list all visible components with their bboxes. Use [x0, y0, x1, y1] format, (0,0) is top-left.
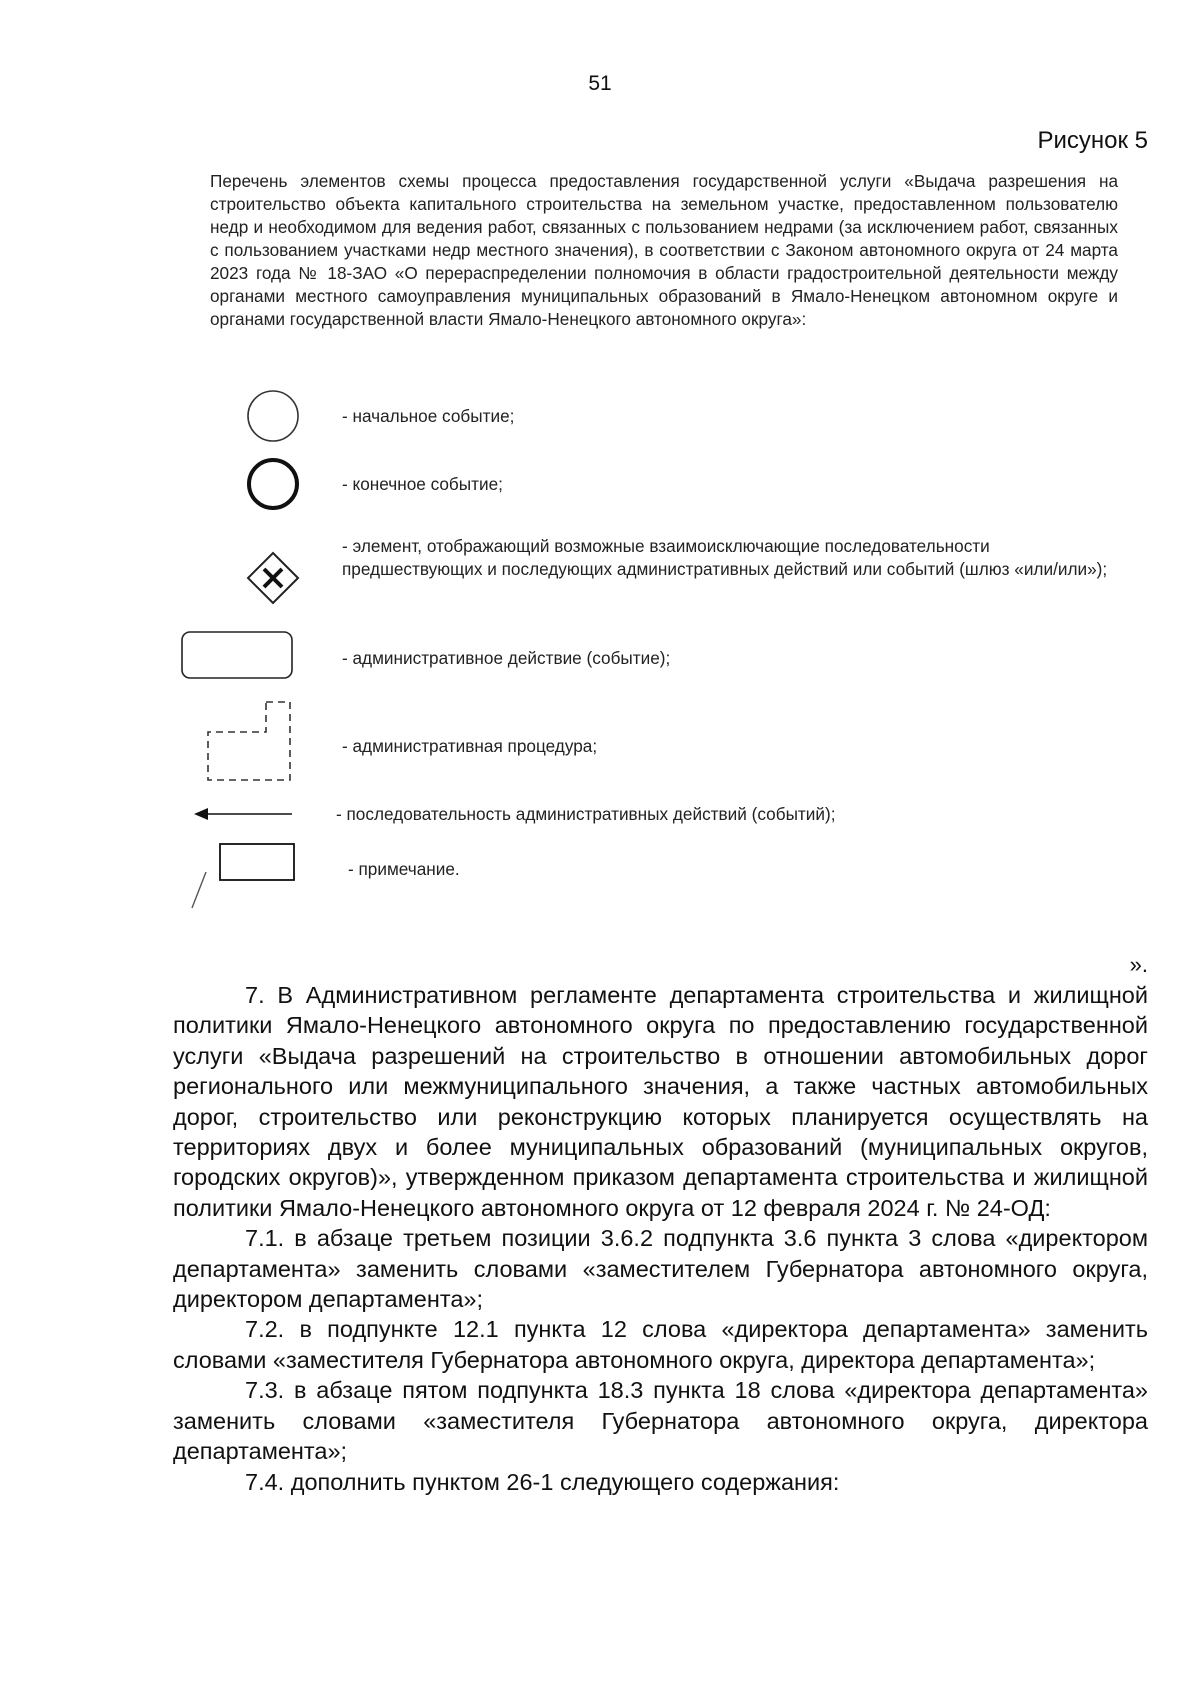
end-event-circle-icon: [245, 456, 301, 512]
paragraph-7: 7. В Административном регламенте департамента строительства и жилищной политики Ямало-Ненецкого автономного округа по предоставлению государственной услуги «Выдача разрешений на строительство в отношении автомобильных дорог регионального или межмуниципального значения, а также частных автомобильных дорог, строительство или реконструкцию которых планируется осуществлять на территориях двух и более муниципальных образований (муниципальных округов, городских округов)», утвержденном приказом департамента строительства и жилищной политики Ямало-Ненецкого автономного округа от 12 февраля 2024 г. № 24-ОД:: [173, 982, 1148, 1221]
legend-caption: Перечень элементов схемы процесса предоставления государственной услуги «Выдача разрешения на строительство объекта капитального строительства на земельном участке, предоставленном пользователю недр и необходимом для ведения работ, связанных с пользованием недрами (за исключением работ, связанных с пользованием участками недр местного значения), в соответствии с Законом автономного округа от 24 марта 2023 года № 18-ЗАО «О перераспределении полномочия в области градостроительной деятельности между органами местного самоуправления муниципальных образований в Ямало-Ненецком автономном округе и органами государственной власти Ямало-Ненецкого автономного округа»:: [210, 171, 1118, 329]
procedure-dashed-icon: [200, 700, 296, 784]
legend-text-end-event: - конечное событие;: [342, 474, 503, 494]
legend-text-gateway: - элемент, отображающий возможные взаимоисключающие последовательности предшествующих и последующих административных действий или событий (шлюз «или/или»);: [342, 536, 1108, 579]
paragraph-7-3: 7.3. в абзаце пятом подпункта 18.3 пункта 18 слова «директора департамента» заменить словами «заместителя Губернатора автономного округа, директора департамента»;: [173, 1377, 1148, 1465]
start-event-circle-icon: [245, 388, 301, 444]
legend-text-procedure: - административная процедура;: [342, 736, 598, 756]
paragraph-7-1: 7.1. в абзаце третьем позиции 3.6.2 подпункта 3.6 пункта 3 слова «директором департамента» заменить словами «заместителем Губернатора автономного округа, директором департамента»;: [173, 1225, 1148, 1313]
figure-label: Рисунок 5: [1037, 127, 1148, 154]
closing-quote: ».: [1129, 952, 1148, 977]
paragraph-7-2: 7.2. в подпункте 12.1 пункта 12 слова «директора департамента» заменить словами «заместителя Губернатора автономного округа, директора департамента»;: [173, 1316, 1148, 1373]
paragraph-7-4: 7.4. дополнить пунктом 26-1 следующего содержания:: [245, 1468, 840, 1495]
action-rectangle-icon: [180, 630, 296, 682]
note-icon: [186, 842, 298, 914]
legend-text-sequence: - последовательность административных действий (событий);: [336, 804, 836, 824]
legend-text-start-event: - начальное событие;: [342, 406, 515, 426]
sequence-arrow-icon: [192, 804, 296, 824]
gateway-diamond-icon: [245, 550, 301, 606]
page-number: 51: [588, 72, 612, 95]
legend-text-note: - примечание.: [348, 859, 460, 879]
legend-text-action: - административное действие (событие);: [342, 648, 671, 668]
body-text: [173, 980, 1148, 1497]
